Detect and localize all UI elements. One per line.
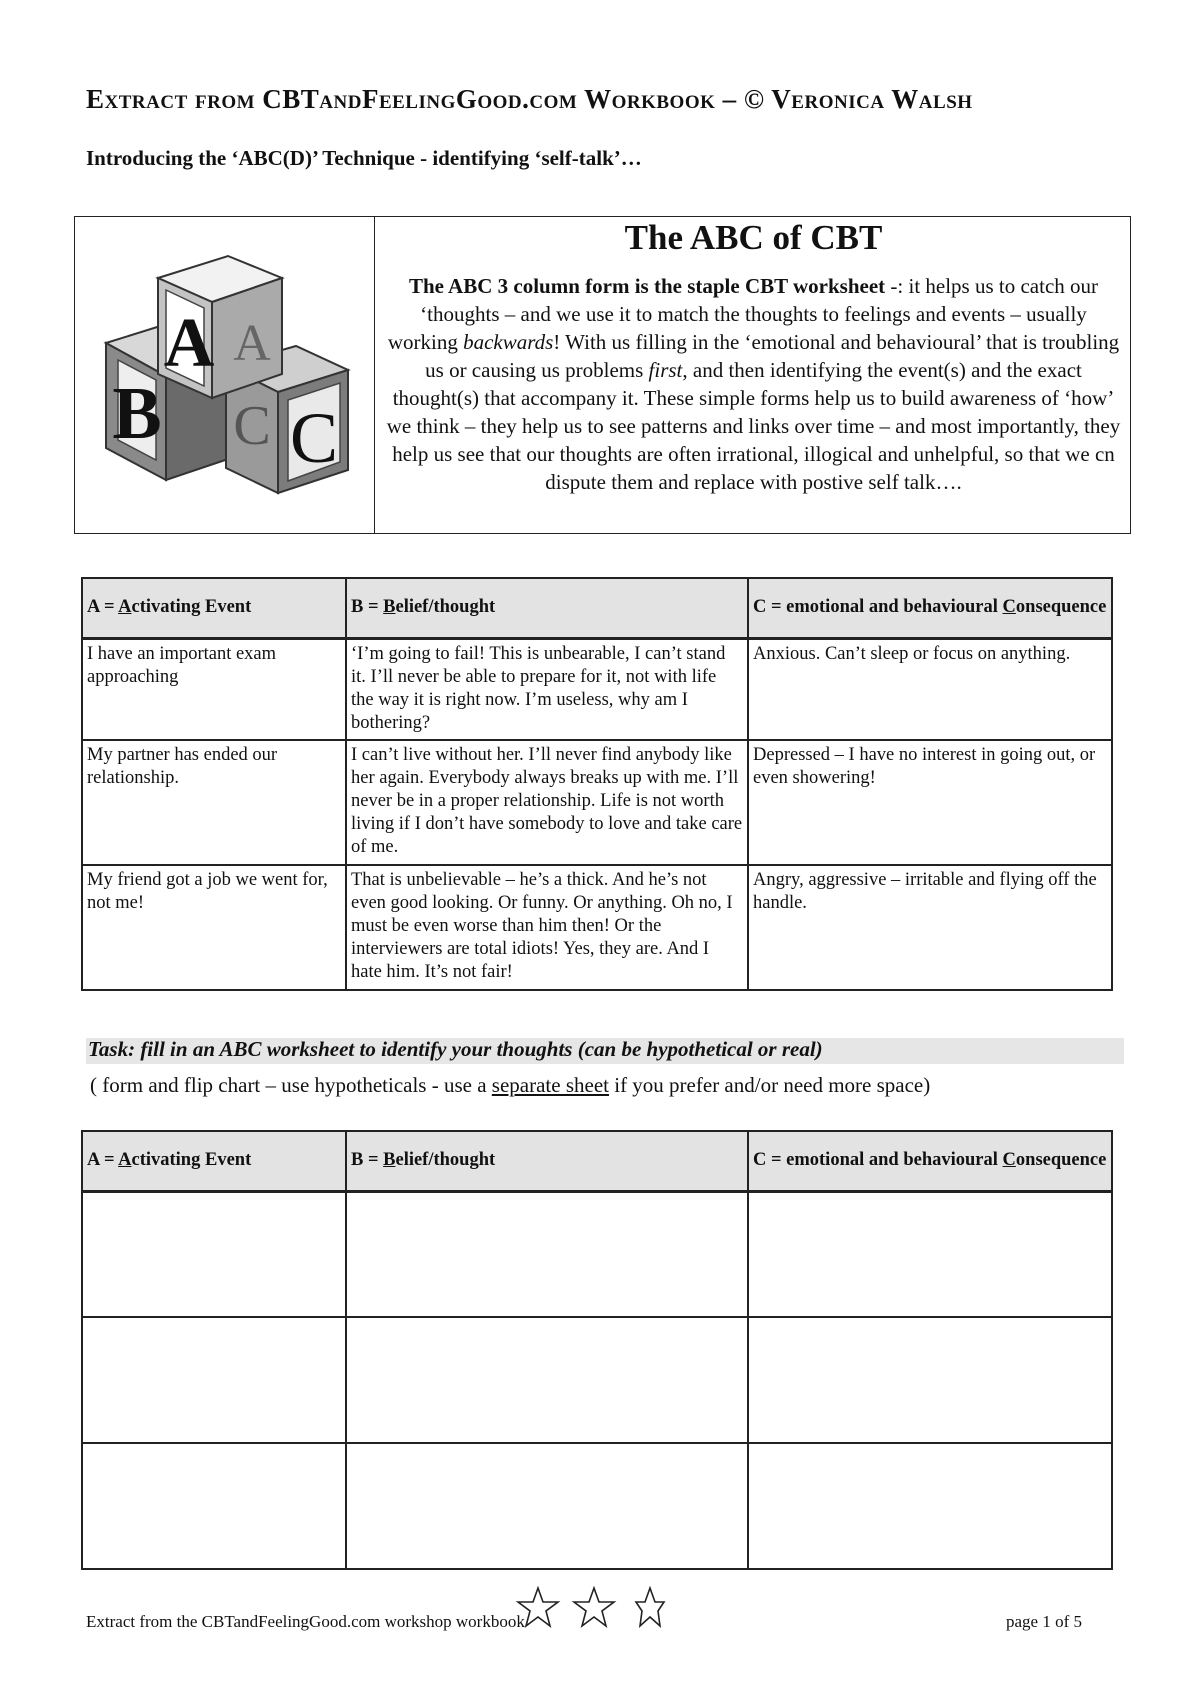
header-consequence: C = emotional and behavioural Consequence	[748, 578, 1112, 638]
section-subtitle: Introducing the ‘ABC(D)’ Technique - identifying ‘self-talk’…	[86, 146, 642, 170]
intro-emphasis-backwards: backwards	[463, 330, 554, 354]
example-abc-table	[81, 577, 1113, 991]
table-cell: My partner has ended our relationship.	[82, 740, 346, 865]
blank-cell-activating-event[interactable]	[82, 1317, 346, 1443]
table-row	[82, 865, 1112, 990]
intro-text-part3: , and then identifying the event(s) and the exact thought(s) that accompany it. These simple forms help us to build awareness of ‘how’ we think – they help us to see patterns and links over time – and most importantly, they help us see that our thoughts are often irrational, illogical and unhelpful, so that we cn dispute them and replace with postive self talk….	[386, 358, 1121, 494]
document-header: Extract from CBTandFeelingGood.com Workbook – © Veronica Walsh	[86, 84, 973, 114]
blank-row	[82, 1191, 1112, 1317]
block-letter-b: B	[112, 373, 162, 455]
intro-title: The ABC of CBT	[624, 218, 883, 257]
block-letter-a: A	[163, 305, 215, 382]
blank-cell-belief[interactable]	[346, 1191, 748, 1317]
blank-cell-belief[interactable]	[346, 1317, 748, 1443]
block-letter-c: C	[289, 398, 339, 478]
footer-left: Extract from the CBTandFeelingGood.com workshop workbook	[86, 1612, 525, 1631]
separate-sheet-link[interactable]: separate sheet	[491, 1073, 609, 1097]
task-note: ( form and flip chart – use hypotheticals - use a separate sheet if you prefer and/or need more space)	[90, 1073, 931, 1097]
intro-text-part2: ! With us filling in the ‘emotional and behavioural’ that is troubling us or causing us problems	[425, 330, 1120, 382]
table-row	[82, 638, 1112, 740]
block-letter-c-side: C	[233, 395, 271, 457]
star-icon	[636, 1588, 664, 1626]
task-title: Task: fill in an ABC worksheet to identify your thoughts (can be hypothetical or real)	[88, 1037, 823, 1061]
header-activating-event: A = Activating Event	[82, 578, 346, 638]
blank-row	[82, 1443, 1112, 1569]
intro-emphasis-first: first	[648, 358, 683, 382]
table-header-row	[82, 1131, 1112, 1191]
star-icon	[574, 1588, 614, 1626]
intro-text-part1: -: it helps us to catch our ‘thoughts – and we use it to match the thoughts to feelings and events – usually working	[387, 274, 1099, 354]
intro-bold-lead: The ABC 3 column form is the staple CBT worksheet	[408, 274, 886, 298]
header-consequence: C = emotional and behavioural Consequence	[748, 1131, 1112, 1191]
intro-text	[385, 272, 1122, 496]
blank-cell-activating-event[interactable]	[82, 1443, 346, 1569]
table-cell: That is unbelievable – he’s a thick. And he’s not even good looking. Or funny. Or anything. Oh no, I must be even worse than him then! Or the interviewers are total idiots! Yes, they are. And I hate him. It’s not fair!	[346, 865, 748, 990]
table-cell: I can’t live without her. I’ll never find anybody like her again. Everybody always breaks up with me. I’ll never be in a proper relationship. Life is not worth living if I don’t have somebody to love and take care of me.	[346, 740, 748, 865]
blank-abc-worksheet	[81, 1130, 1113, 1570]
blank-cell-consequence[interactable]	[748, 1191, 1112, 1317]
page-number: page 1 of 5	[1006, 1612, 1083, 1631]
table-row	[82, 740, 1112, 865]
blank-row	[82, 1317, 1112, 1443]
block-letter-a-side: A	[233, 315, 271, 372]
intro-divider	[374, 216, 375, 534]
table-header-row	[82, 578, 1112, 638]
footer-stars-decoration	[516, 1586, 666, 1632]
star-icon	[518, 1588, 558, 1626]
table-cell: Depressed – I have no interest in going out, or even showering!	[748, 740, 1112, 865]
table-cell: Anxious. Can’t sleep or focus on anything.	[748, 638, 1112, 740]
table-cell: Angry, aggressive – irritable and flying off the handle.	[748, 865, 1112, 990]
blank-cell-belief[interactable]	[346, 1443, 748, 1569]
blank-cell-activating-event[interactable]	[82, 1191, 346, 1317]
header-activating-event: A = Activating Event	[82, 1131, 346, 1191]
header-belief-thought: B = Belief/thought	[346, 1131, 748, 1191]
header-belief-thought: B = Belief/thought	[346, 578, 748, 638]
abc-blocks-image	[96, 248, 356, 508]
blank-cell-consequence[interactable]	[748, 1443, 1112, 1569]
table-cell: ‘I’m going to fail! This is unbearable, I can’t stand it. I’ll never be able to prepare for it, not with life the way it is right now. I’m useless, why am I bothering?	[346, 638, 748, 740]
table-cell: My friend got a job we went for, not me!	[82, 865, 346, 990]
table-cell: I have an important exam approaching	[82, 638, 346, 740]
blank-cell-consequence[interactable]	[748, 1317, 1112, 1443]
